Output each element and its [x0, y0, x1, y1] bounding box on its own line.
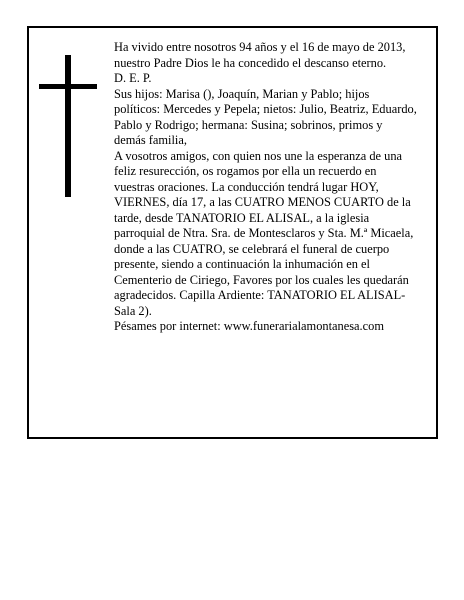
internet-condolences: Pésames por internet: www.funerarialamontanesa.com — [114, 319, 384, 333]
obituary-notice — [27, 26, 438, 439]
cross-vertical-bar — [65, 55, 71, 197]
rest-in-peace: D. E. P. — [114, 71, 152, 85]
cross-horizontal-bar — [39, 84, 97, 89]
funeral-details: A vosotros amigos, con quien nos une la esperanza de una feliz resurección, os rogamos por ella un recuerdo en vuestras oraciones. La conducción tendrá lugar HOY, VIERNES, día 17, a las CUATRO MENOS CUARTO de la tarde, desde TANATORIO EL ALISAL, a la iglesia parroquial de Ntra. Sra. de Montesclaros y Sta. M.ª Micaela, donde a las CUATRO, se celebrará el funeral de cuerpo presente, siendo a continuación la inhumación en el Cementerio de Ciriego, Favores por los cuales les quedarán agradecidos. Capilla Ardiente: TANATORIO EL ALISAL- Sala 2). — [114, 148, 414, 318]
obituary-intro: Ha vivido entre nosotros 94 años y el 16 de mayo de 2013, nuestro Padre Dios le ha concedido el descanso eterno. — [114, 40, 406, 70]
cross-icon — [39, 55, 97, 197]
obituary-text — [114, 40, 417, 335]
surviving-family: Sus hijos: Marisa (), Joaquín, Marian y Pablo; hijos políticos: Mercedes y Pepela; nietos: Julio, Beatriz, Eduardo, Pablo y Rodrigo; hermana: Susina; sobrinos, primos y demás familia, — [114, 86, 417, 147]
